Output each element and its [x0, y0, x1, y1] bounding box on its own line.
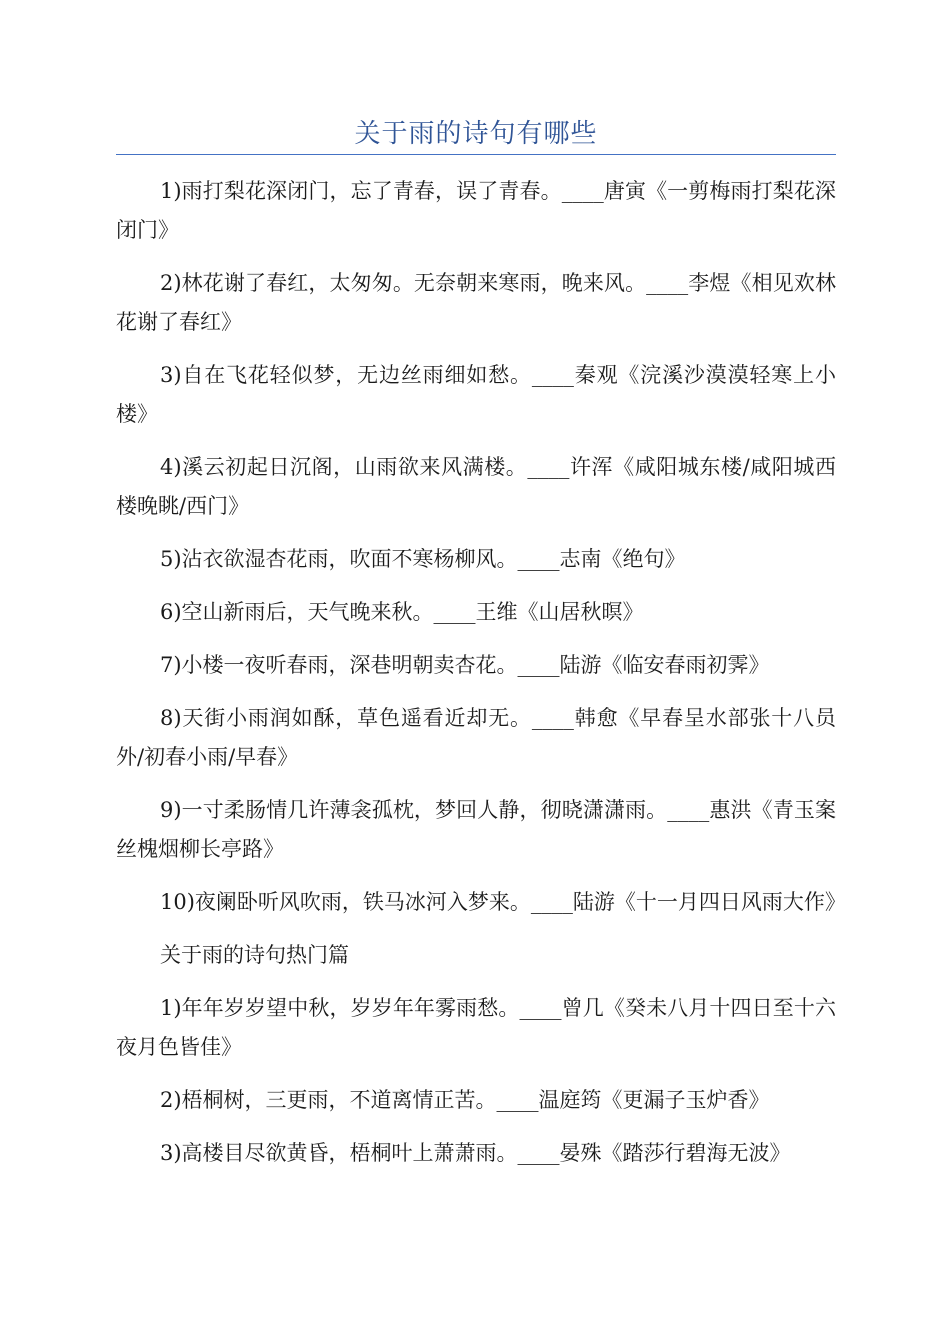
poem-line-3: 3)自在飞花轻似梦，无边丝雨细如愁。____秦观《浣溪沙漠漠轻寒上小楼》	[116, 363, 836, 426]
popular-poem-line-2: 2)梧桐树，三更雨，不道离情正苦。____温庭筠《更漏子玉炉香》	[160, 1088, 770, 1112]
section-heading: 关于雨的诗句热门篇	[160, 943, 349, 967]
poem-line-4: 4)溪云初起日沉阁，山雨欲来风满楼。____许浑《咸阳城东楼/咸阳城西楼晚眺/西门》	[116, 455, 836, 518]
poem-line-5: 5)沾衣欲湿杏花雨，吹面不寒杨柳风。____志南《绝句》	[160, 547, 686, 571]
poem-line-7: 7)小楼一夜听春雨，深巷明朝卖杏花。____陆游《临安春雨初霁》	[160, 653, 770, 677]
poem-line-8: 8)天街小雨润如酥，草色遥看近却无。____韩愈《早春呈水部张十八员外/初春小雨/早春》	[116, 706, 836, 769]
poem-line-1: 1)雨打梨花深闭门，忘了青春，误了青春。____唐寅《一剪梅雨打梨花深闭门》	[116, 179, 836, 242]
document-body	[116, 172, 846, 1187]
poem-line-10: 10)夜阑卧听风吹雨，铁马冰河入梦来。____陆游《十一月四日风雨大作》	[160, 890, 846, 914]
poem-line-9: 9)一寸柔肠情几许薄衾孤枕，梦回人静，彻晓潇潇雨。____惠洪《青玉案丝槐烟柳长亭路》	[116, 798, 836, 861]
poem-line-2: 2)林花谢了春红，太匆匆。无奈朝来寒雨，晚来风。____李煜《相见欢林花谢了春红》	[116, 271, 836, 334]
document-title: 关于雨的诗句有哪些	[354, 119, 598, 149]
poem-line-6: 6)空山新雨后，天气晚来秋。____王维《山居秋暝》	[160, 600, 644, 624]
document-page	[116, 0, 846, 1344]
title-underline	[116, 154, 836, 155]
popular-poem-line-3: 3)高楼目尽欲黄昏，梧桐叶上萧萧雨。____晏殊《踏莎行碧海无波》	[160, 1141, 791, 1165]
popular-poem-line-1: 1)年年岁岁望中秋，岁岁年年雾雨愁。____曾几《癸未八月十四日至十六夜月色皆佳》	[116, 996, 836, 1059]
